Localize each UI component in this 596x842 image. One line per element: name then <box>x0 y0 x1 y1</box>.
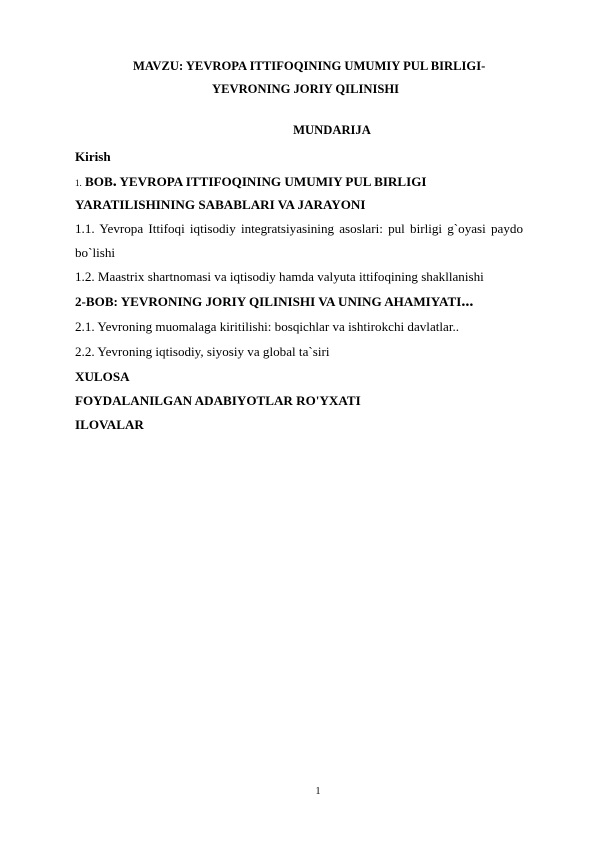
chapter-1-dot: . <box>112 173 117 190</box>
toc-section-2-2: 2.2. Yevroning iqtisodiy, siyosiy va global ta`siri <box>75 344 330 359</box>
toc-intro: Kirish <box>75 149 111 164</box>
toc-section-1-2: 1.2. Maastrix shartnomasi va iqtisodiy hamda valyuta ittifoqining shakllanishi <box>75 269 484 284</box>
toc-section-1-1-line-2: bo`lishi <box>75 245 116 260</box>
chapter-1-title-1: YEVROPA ITTIFOQINING UMUMIY PUL BIRLIGI <box>116 174 427 189</box>
toc-appendices: ILOVALAR <box>75 417 144 432</box>
chapter-1-bob: BOB <box>85 174 113 189</box>
chapter-1-number: 1. <box>75 178 82 188</box>
toc-section-1-1-line-1: 1.1. Yevropa Ittifoqi iqtisodiy integratsiyasining asoslari: pul birligi g`oyasi paydo <box>75 221 523 236</box>
toc-chapter-1-line-1 <box>75 174 523 190</box>
title-line-2: YEVRONING JORIY QILINISHI <box>212 82 400 96</box>
page-number: 1 <box>315 786 321 797</box>
title-line-1: MAVZU: YEVROPA ITTIFOQINING UMUMIY PUL BIRLIGI- <box>133 59 486 73</box>
toc-chapter-1-line-2: YARATILISHINING SABABLARI VA JARAYONI <box>75 197 366 212</box>
toc-references: FOYDALANILGAN ADABIYOTLAR RO'YXATI <box>75 393 361 408</box>
toc-conclusion: XULOSA <box>75 369 130 384</box>
toc-heading: MUNDARIJA <box>293 123 371 137</box>
toc-chapter-2 <box>75 294 523 310</box>
toc-section-2-1: 2.1. Yevroning muomalaga kiritilishi: bosqichlar va ishtirokchi davlatlar.. <box>75 319 460 334</box>
chapter-2-title: 2-BOB: YEVRONING JORIY QILINISHI VA UNING AHAMIYATI <box>75 294 462 309</box>
chapter-2-dots: ... <box>461 293 474 310</box>
